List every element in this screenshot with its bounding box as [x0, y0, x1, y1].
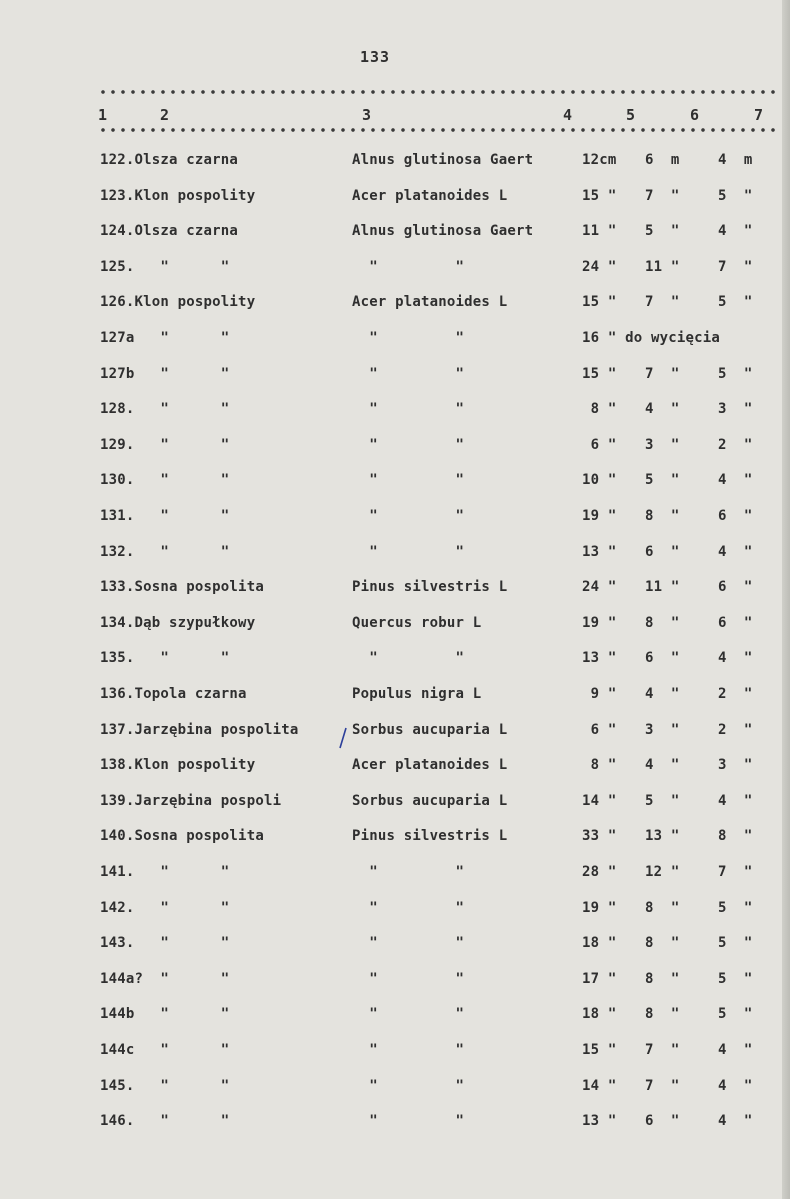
crown-cell: 4 " — [718, 650, 753, 666]
crown-cell: 4 " — [718, 1113, 753, 1129]
crown-cell: 5 " — [718, 188, 753, 204]
crown-cell: 8 " — [718, 828, 753, 844]
latin-name-cell: " " — [352, 508, 465, 524]
polish-name-cell: 122.Olsza czarna — [100, 152, 239, 168]
table-row — [0, 971, 790, 993]
crown-cell: 2 " — [718, 686, 753, 702]
height-cell: 6 " — [645, 544, 680, 560]
height-cell: 6 " — [645, 1113, 680, 1129]
polish-name-cell: 139.Jarzębina pospoli — [100, 793, 282, 809]
column-number-2: 2 — [160, 106, 170, 124]
circumference-cell: 12cm — [582, 152, 617, 168]
crown-cell: 2 " — [718, 437, 753, 453]
polish-name-cell: 134.Dąb szypułkowy — [100, 615, 256, 631]
table-row — [0, 935, 790, 957]
circumference-cell: 17 " — [582, 971, 617, 987]
crown-cell: 7 " — [718, 864, 753, 880]
height-cell: 7 " — [645, 1078, 680, 1094]
polish-name-cell: 143. " " — [100, 935, 230, 951]
latin-name-cell: " " — [352, 437, 465, 453]
height-cell: 3 " — [645, 437, 680, 453]
crown-cell: 2 " — [718, 722, 753, 738]
height-cell: 5 " — [645, 472, 680, 488]
height-cell: 4 " — [645, 401, 680, 417]
crown-cell: 4 " — [718, 544, 753, 560]
latin-name-cell: " " — [352, 366, 465, 382]
latin-name-cell: Pinus silvestris L — [352, 828, 508, 844]
polish-name-cell: 130. " " — [100, 472, 230, 488]
crown-cell: 5 " — [718, 900, 753, 916]
latin-name-cell: " " — [352, 900, 465, 916]
circumference-cell: 14 " — [582, 1078, 617, 1094]
table-row — [0, 864, 790, 886]
latin-name-cell: Populus nigra L — [352, 686, 482, 702]
circumference-cell: 11 " — [582, 223, 617, 239]
circumference-cell: 19 " — [582, 615, 617, 631]
height-cell: 7 " — [645, 294, 680, 310]
circumference-cell: 15 " — [582, 188, 617, 204]
height-cell: 12 " — [645, 864, 680, 880]
crown-cell: 3 " — [718, 401, 753, 417]
column-number-1: 1 — [98, 106, 108, 124]
polish-name-cell: 124.Olsza czarna — [100, 223, 239, 239]
height-cell: 6 m — [645, 152, 680, 168]
latin-name-cell: Sorbus aucuparia L — [352, 793, 508, 809]
crown-cell: 3 " — [718, 757, 753, 773]
height-cell: 7 " — [645, 1042, 680, 1058]
circumference-cell: 10 " — [582, 472, 617, 488]
polish-name-cell: 123.Klon pospolity — [100, 188, 256, 204]
latin-name-cell: " " — [352, 330, 465, 346]
latin-name-cell: " " — [352, 472, 465, 488]
height-cell: 11 " — [645, 259, 680, 275]
polish-name-cell: 129. " " — [100, 437, 230, 453]
circumference-cell: 18 " — [582, 935, 617, 951]
crown-cell: 5 " — [718, 294, 753, 310]
dotted-rule-top — [98, 88, 778, 96]
height-cell: 7 " — [645, 188, 680, 204]
latin-name-cell: " " — [352, 1006, 465, 1022]
table-row — [0, 188, 790, 210]
table-row — [0, 722, 790, 744]
latin-name-cell: " " — [352, 1042, 465, 1058]
crown-cell: 6 " — [718, 579, 753, 595]
table-row — [0, 757, 790, 779]
latin-name-cell: " " — [352, 650, 465, 666]
column-number-5: 5 — [626, 106, 636, 124]
circumference-cell: 14 " — [582, 793, 617, 809]
crown-cell: 7 " — [718, 259, 753, 275]
height-cell: 5 " — [645, 793, 680, 809]
crown-cell: 4 m — [718, 152, 753, 168]
height-cell: 8 " — [645, 900, 680, 916]
polish-name-cell: 126.Klon pospolity — [100, 294, 256, 310]
column-number-7: 7 — [754, 106, 764, 124]
circumference-cell: 6 " — [582, 722, 617, 738]
page-number: 133 — [360, 48, 391, 66]
table-row — [0, 686, 790, 708]
polish-name-cell: 144b " " — [100, 1006, 230, 1022]
dotted-rule-bottom — [98, 126, 778, 134]
circumference-cell: 28 " — [582, 864, 617, 880]
table-row — [0, 437, 790, 459]
polish-name-cell: 146. " " — [100, 1113, 230, 1129]
circumference-cell: 13 " — [582, 650, 617, 666]
height-cell: 4 " — [645, 757, 680, 773]
height-cell: 6 " — [645, 650, 680, 666]
table-row — [0, 294, 790, 316]
latin-name-cell: " " — [352, 1113, 465, 1129]
table-row — [0, 1006, 790, 1028]
table-row — [0, 330, 790, 352]
polish-name-cell: 127a " " — [100, 330, 230, 346]
crown-cell: 5 " — [718, 1006, 753, 1022]
height-cell: 8 " — [645, 971, 680, 987]
height-cell: 13 " — [645, 828, 680, 844]
latin-name-cell: " " — [352, 401, 465, 417]
table-row — [0, 793, 790, 815]
polish-name-cell: 128. " " — [100, 401, 230, 417]
latin-name-cell: Alnus glutinosa Gaert — [352, 152, 534, 168]
latin-name-cell: Sorbus aucuparia L — [352, 722, 508, 738]
crown-cell: 5 " — [718, 971, 753, 987]
polish-name-cell: 144c " " — [100, 1042, 230, 1058]
polish-name-cell: 145. " " — [100, 1078, 230, 1094]
circumference-cell: 18 " — [582, 1006, 617, 1022]
table-row — [0, 650, 790, 672]
latin-name-cell: " " — [352, 259, 465, 275]
crown-cell: 4 " — [718, 793, 753, 809]
column-number-3: 3 — [362, 106, 372, 124]
circumference-cell: 24 " — [582, 579, 617, 595]
polish-name-cell: 138.Klon pospolity — [100, 757, 256, 773]
crown-cell: 6 " — [718, 615, 753, 631]
latin-name-cell: " " — [352, 864, 465, 880]
latin-name-cell: Acer platanoides L — [352, 188, 508, 204]
polish-name-cell: 136.Topola czarna — [100, 686, 247, 702]
circumference-cell: 13 " — [582, 544, 617, 560]
polish-name-cell: 144a? " " — [100, 971, 230, 987]
polish-name-cell: 141. " " — [100, 864, 230, 880]
column-number-4: 4 — [563, 106, 573, 124]
table-row — [0, 401, 790, 423]
table-row — [0, 508, 790, 530]
latin-name-cell: " " — [352, 1078, 465, 1094]
circumference-cell: 19 " — [582, 508, 617, 524]
polish-name-cell: 127b " " — [100, 366, 230, 382]
circumference-cell: 15 " — [582, 366, 617, 382]
latin-name-cell: Pinus silvestris L — [352, 579, 508, 595]
polish-name-cell: 131. " " — [100, 508, 230, 524]
height-cell: 3 " — [645, 722, 680, 738]
table-row — [0, 544, 790, 566]
height-cell: 11 " — [645, 579, 680, 595]
circumference-cell: 8 " — [582, 401, 617, 417]
table-row — [0, 472, 790, 494]
table-row — [0, 152, 790, 174]
table-row — [0, 615, 790, 637]
height-cell: 7 " — [645, 366, 680, 382]
crown-cell: 5 " — [718, 366, 753, 382]
latin-name-cell: " " — [352, 544, 465, 560]
circumference-cell: 15 " — [582, 294, 617, 310]
crown-cell: 4 " — [718, 472, 753, 488]
column-number-6: 6 — [690, 106, 700, 124]
polish-name-cell: 135. " " — [100, 650, 230, 666]
table-row — [0, 366, 790, 388]
latin-name-cell: Acer platanoides L — [352, 757, 508, 773]
circumference-cell: 15 " — [582, 1042, 617, 1058]
polish-name-cell: 140.Sosna pospolita — [100, 828, 264, 844]
latin-name-cell: Alnus glutinosa Gaert — [352, 223, 534, 239]
polish-name-cell: 133.Sosna pospolita — [100, 579, 264, 595]
circumference-cell: 33 " — [582, 828, 617, 844]
polish-name-cell: 137.Jarzębina pospolita — [100, 722, 299, 738]
circumference-cell: 16 " do wycięcia — [582, 330, 721, 346]
height-cell: 8 " — [645, 508, 680, 524]
polish-name-cell: 142. " " — [100, 900, 230, 916]
circumference-cell: 8 " — [582, 757, 617, 773]
crown-cell: 4 " — [718, 1078, 753, 1094]
polish-name-cell: 125. " " — [100, 259, 230, 275]
latin-name-cell: " " — [352, 935, 465, 951]
crown-cell: 4 " — [718, 223, 753, 239]
table-row — [0, 223, 790, 245]
circumference-cell: 13 " — [582, 1113, 617, 1129]
height-cell: 8 " — [645, 615, 680, 631]
polish-name-cell: 132. " " — [100, 544, 230, 560]
table-row — [0, 828, 790, 850]
table-row — [0, 1078, 790, 1100]
table-row — [0, 900, 790, 922]
latin-name-cell: Acer platanoides L — [352, 294, 508, 310]
height-cell: 5 " — [645, 223, 680, 239]
table-row — [0, 1042, 790, 1064]
latin-name-cell: " " — [352, 971, 465, 987]
circumference-cell: 6 " — [582, 437, 617, 453]
ink-correction-mark — [338, 727, 348, 749]
crown-cell: 4 " — [718, 1042, 753, 1058]
circumference-cell: 24 " — [582, 259, 617, 275]
height-cell: 4 " — [645, 686, 680, 702]
height-cell: 8 " — [645, 1006, 680, 1022]
table-row — [0, 259, 790, 281]
crown-cell: 5 " — [718, 935, 753, 951]
circumference-cell: 9 " — [582, 686, 617, 702]
height-cell: 8 " — [645, 935, 680, 951]
crown-cell: 6 " — [718, 508, 753, 524]
table-row — [0, 1113, 790, 1135]
table-row — [0, 579, 790, 601]
latin-name-cell: Quercus robur L — [352, 615, 482, 631]
circumference-cell: 19 " — [582, 900, 617, 916]
